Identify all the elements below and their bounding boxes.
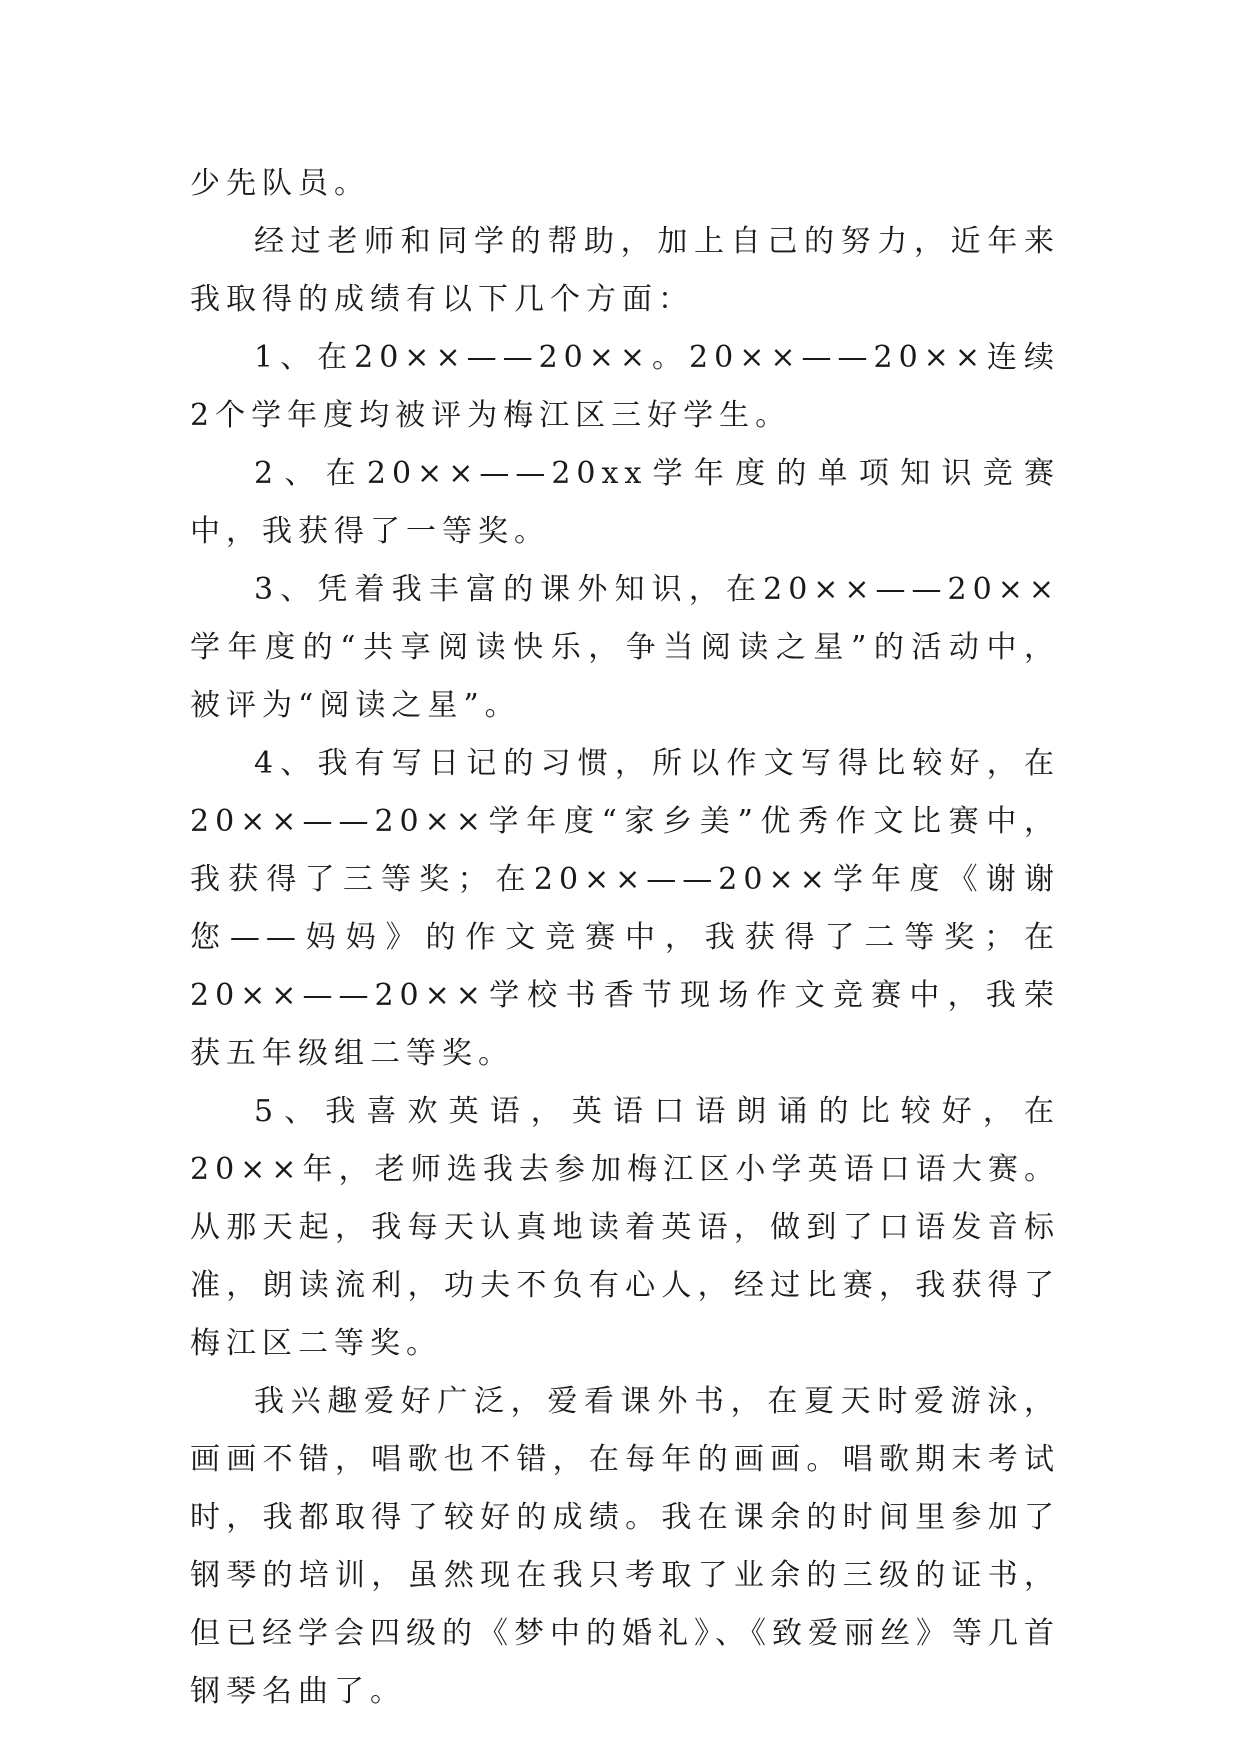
paragraph-6: 4、我有写日记的习惯，所以作文写得比较好，在20××——20××学年度“家乡美”优秀作文比赛中，我获得了三等奖；在20××——20××学年度《谢谢您——妈妈》的作文竞赛中，我获得了二等奖；在20××——20××学校书香节现场作文竞赛中，我荣获五年级组二等奖。 xyxy=(190,746,1060,1071)
paragraph-8: 我兴趣爱好广泛，爱看课外书，在夏天时爱游泳，画画不错，唱歌也不错，在每年的画画。唱歌期末考试时，我都取得了较好的成绩。我在课余的时间里参加了钢琴的培训，虽然现在我只考取了业余的三级的证书，但已经学会四级的《梦中的婚礼》、《致爱丽丝》等几首钢琴名曲了。 xyxy=(190,1384,1060,1709)
document-body xyxy=(190,155,1060,1721)
paragraph-7: 5、我喜欢英语，英语口语朗诵的比较好，在20××年，老师选我去参加梅江区小学英语口语大赛。从那天起，我每天认真地读着英语，做到了口语发音标准，朗读流利，功夫不负有心人，经过比赛，我获得了梅江区二等奖。 xyxy=(190,1094,1060,1361)
paragraph-2: 经过老师和同学的帮助，加上自己的努力，近年来我取得的成绩有以下几个方面： xyxy=(190,224,1060,317)
paragraph-3: 1、在20××——20××。20××——20××连续2个学年度均被评为梅江区三好学生。 xyxy=(190,340,1060,433)
paragraph-1: 少先队员。 xyxy=(190,166,370,201)
paragraph-5: 3、凭着我丰富的课外知识，在20××——20××学年度的“共享阅读快乐，争当阅读之星”的活动中，被评为“阅读之星”。 xyxy=(190,572,1060,723)
paragraph-4: 2、在20××——20xx学年度的单项知识竞赛中，我获得了一等奖。 xyxy=(190,456,1060,549)
